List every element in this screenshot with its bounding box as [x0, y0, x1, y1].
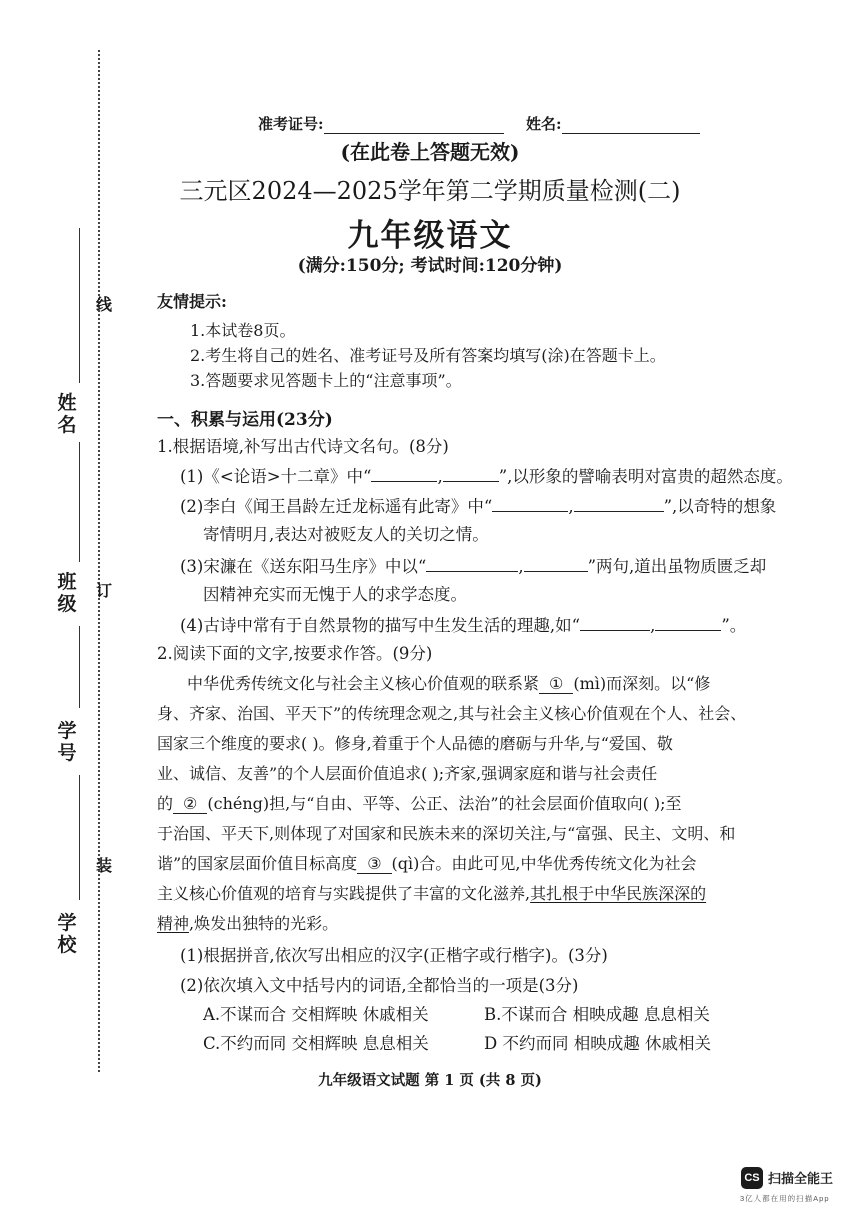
question-2-stem: 2.阅读下面的文字,按要求作答。(9分)	[157, 644, 433, 663]
camscanner-logo-icon: CS	[741, 1167, 763, 1189]
question-2-sub-1: (1)根据拼音,依次写出相应的汉字(正楷字或行楷字)。(3分)	[180, 946, 608, 965]
passage-line: 国家三个维度的要求( )。修身,着重于个人品德的磨砺与升华,与“爱国、敬	[157, 734, 673, 753]
exam-subject: 九年级语文	[347, 218, 513, 254]
passage-line: 的 ② (chéng)担,与“自由、平等、公正、法治”的社会层面价值取向( );至	[157, 794, 682, 813]
option-d[interactable]: D 不约而同 相映成趣 休戚相关	[484, 1034, 711, 1053]
binding-label-class: 班级	[57, 571, 77, 615]
exam-title: 三元区2024—2025学年第二学期质量检测(二)	[179, 177, 681, 205]
question-2-sub-2: (2)依次填入文中括号内的词语,全都恰当的一项是(3分)	[180, 976, 579, 995]
answer-blank[interactable]	[492, 497, 568, 512]
binding-line-class	[79, 442, 80, 562]
passage-line: 业、诚信、友善”的个人层面价值追求( );齐家,强调家庭和谐与社会责任	[157, 764, 658, 783]
passage-line: 精神,焕发出独特的光彩。	[157, 914, 339, 933]
binding-label-number: 学号	[57, 720, 77, 764]
exam-id-label: 准考证号:	[258, 115, 324, 133]
binding-line-school	[79, 775, 80, 900]
question-1-sub-3: (3)宋濂在《送东阳马生序》中以“ , ”两句,道出虽物质匮乏却	[180, 557, 767, 576]
tip-item: 2.考生将自己的姓名、准考证号及所有答案均填写(涂)在答题卡上。	[190, 346, 666, 365]
answer-blank[interactable]	[574, 497, 664, 512]
option-a[interactable]: A.不谋而合 交相辉映 休戚相关	[203, 1005, 429, 1024]
underlined-sentence: 精神	[157, 914, 190, 933]
question-1-sub-3-cont: 因精神充实而无愧于人的求学态度。	[203, 585, 467, 604]
score-time-info: (满分:150分; 考试时间:120分钟)	[297, 256, 563, 276]
pinyin-blank-1[interactable]: ①	[539, 674, 573, 694]
binding-mark-ding: 订	[96, 581, 113, 600]
passage-line: 中华优秀传统文化与社会主义核心价值观的联系紧 ① (mì)而深刻。以“修	[187, 674, 711, 693]
scanner-app-name: 扫描全能王	[768, 1171, 834, 1186]
passage-line: 谐”的国家层面价值目标高度 ③ (qì)合。由此可见,中华优秀传统文化为社会	[157, 854, 697, 873]
answer-invalid-notice: (在此卷上答题无效)	[340, 140, 520, 164]
name-label: 姓名:	[526, 115, 562, 133]
answer-blank[interactable]	[580, 616, 650, 631]
passage-line: 身、齐家、治国、平天下”的传统理念观之,其与社会主义核心价值观在个人、社会、	[157, 704, 747, 723]
candidate-info-row	[258, 113, 700, 134]
answer-blank[interactable]	[524, 557, 588, 572]
question-1-sub-2: (2)李白《闻王昌龄左迁龙标遥有此寄》中“ , ”,以奇特的想象	[180, 497, 777, 516]
binding-line-number	[79, 626, 80, 708]
pinyin-blank-2[interactable]: ②	[173, 794, 207, 814]
option-c[interactable]: C.不约而同 交相辉映 息息相关	[203, 1034, 429, 1053]
answer-blank[interactable]	[443, 467, 499, 482]
answer-blank[interactable]	[655, 616, 721, 631]
pinyin-blank-3[interactable]: ③	[357, 854, 391, 874]
passage-line: 于治国、平天下,则体现了对国家和民族未来的深切关注,与“富强、民主、文明、和	[157, 824, 736, 843]
binding-label-school: 学校	[57, 912, 77, 956]
question-1-sub-1: (1)《<论语>十二章》中“ , ”,以形象的譬喻表明对富贵的超然态度。	[180, 467, 793, 486]
answer-blank[interactable]	[426, 557, 518, 572]
tips-title: 友情提示:	[157, 292, 227, 311]
binding-label-name: 姓名	[57, 392, 77, 436]
section-heading: 一、积累与运用(23分)	[157, 410, 333, 430]
answer-blank[interactable]	[371, 467, 437, 482]
option-b[interactable]: B.不谋而合 相映成趣 息息相关	[484, 1005, 710, 1024]
passage-line: 主义核心价值观的培育与实践提供了丰富的文化滋养,其扎根于中华民族深深的	[157, 884, 707, 903]
tip-item: 1.本试卷8页。	[190, 321, 296, 340]
tip-item: 3.答题要求见答题卡上的“注意事项”。	[190, 371, 462, 390]
underlined-sentence: 其扎根于中华民族深深的	[530, 884, 707, 903]
question-1-stem: 1.根据语境,补写出古代诗文名句。(8分)	[157, 437, 449, 456]
scanner-tagline: 3亿人都在用的扫描App	[740, 1194, 830, 1203]
name-field[interactable]	[562, 119, 700, 134]
binding-mark-zhuang: 装	[96, 856, 113, 875]
question-1-sub-4: (4)古诗中常有于自然景物的描写中生发生活的理趣,如“ , ”。	[180, 616, 747, 635]
page-footer: 九年级语文试题 第 1 页 (共 8 页)	[318, 1072, 542, 1089]
question-1-sub-2-cont: 寄情明月,表达对被贬友人的关切之情。	[203, 525, 489, 544]
exam-id-field[interactable]	[324, 119, 504, 134]
binding-mark-xian: 线	[96, 295, 113, 314]
